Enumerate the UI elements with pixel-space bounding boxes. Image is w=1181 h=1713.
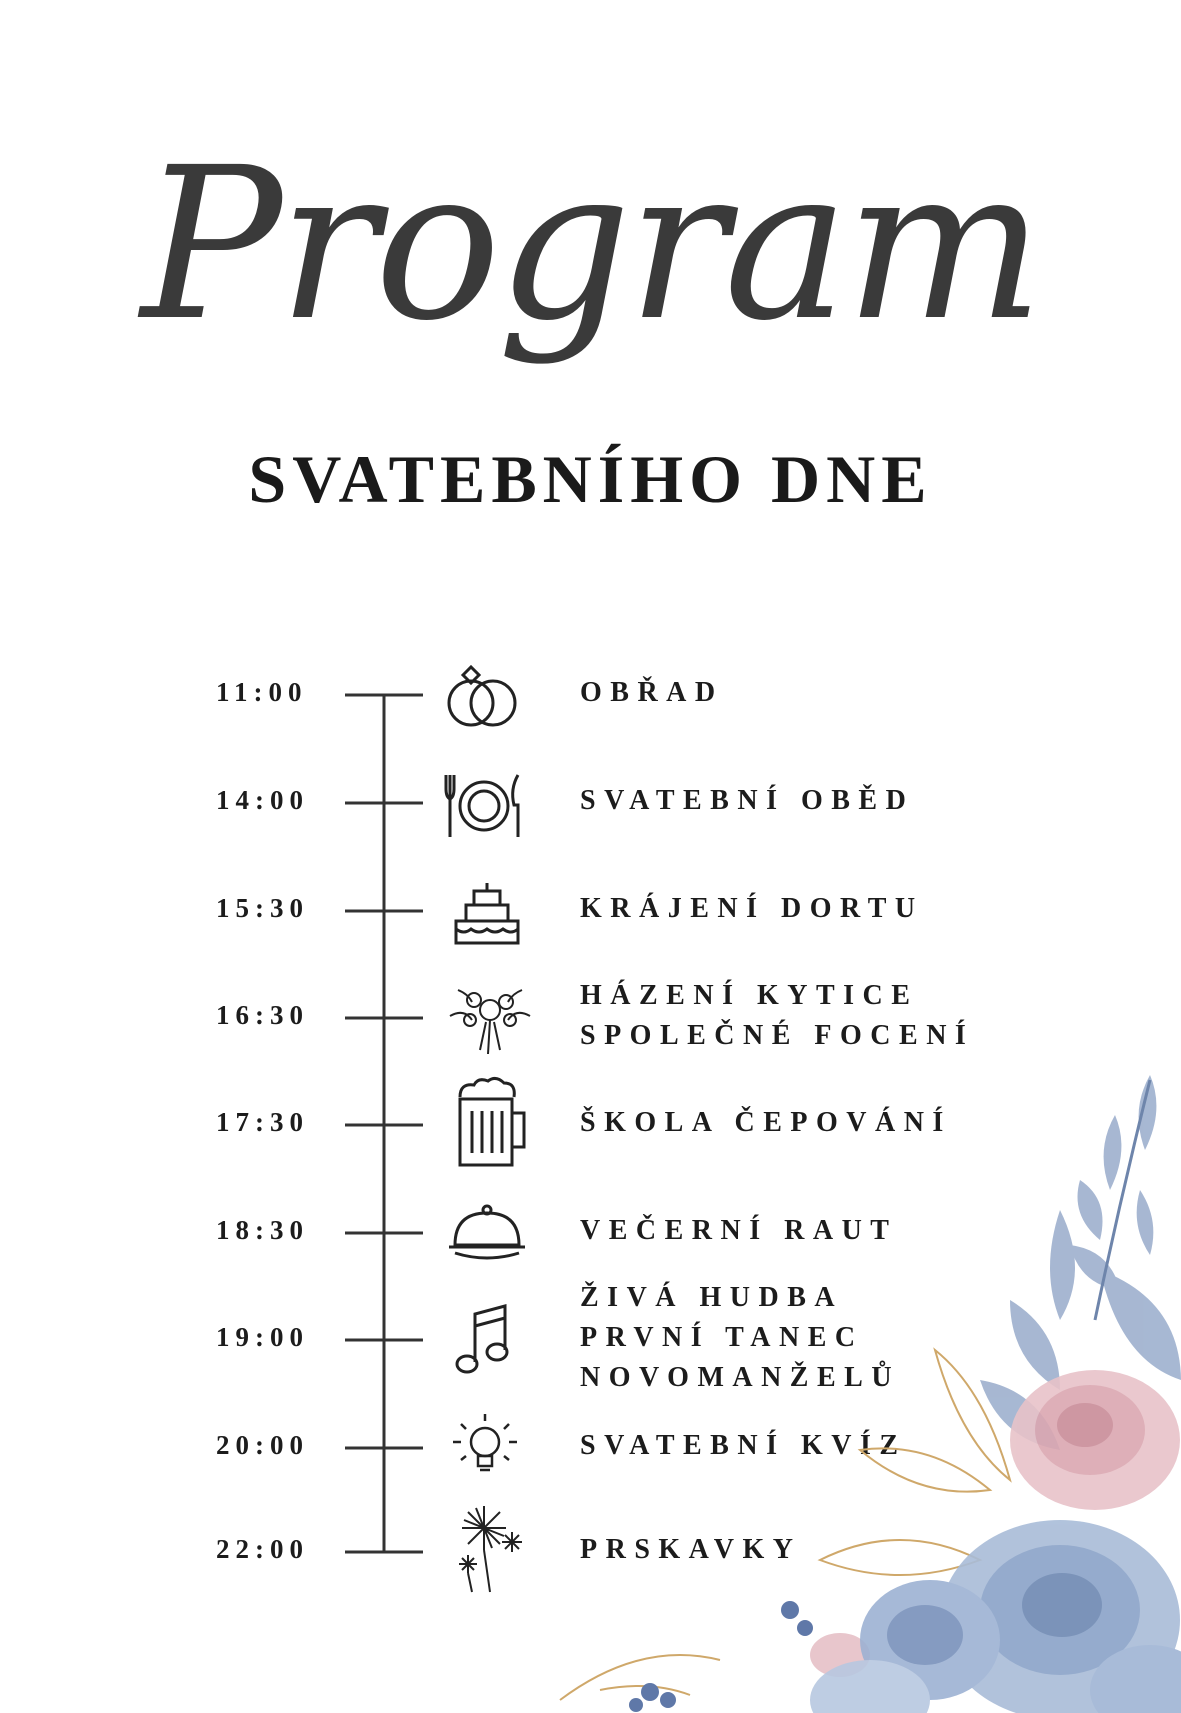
event-time: 16:30 [216, 1000, 309, 1030]
event-label-line: PRSKAVKY [580, 1534, 802, 1565]
event-label-line: KRÁJENÍ DORTU [580, 893, 924, 924]
event-time: 20:00 [216, 1430, 309, 1460]
event-label-line: NOVOMANŽELŮ [580, 1362, 901, 1393]
event-label-line: OBŘAD [580, 677, 724, 708]
event-label-line: SVATEBNÍ KVÍZ [580, 1430, 907, 1461]
event-time: 14:00 [216, 785, 309, 815]
event-label-line: HÁZENÍ KYTICE [580, 980, 919, 1011]
event-label-line: VEČERNÍ RAUT [580, 1215, 898, 1246]
page-subtitle: SVATEBNÍHO DNE [248, 441, 933, 517]
event-time: 19:00 [216, 1322, 309, 1352]
event-label-line: SVATEBNÍ OBĚD [580, 785, 915, 816]
event-time: 22:00 [216, 1534, 309, 1564]
blue-roses [810, 1520, 1181, 1713]
event-label-line: PRVNÍ TANEC [580, 1322, 864, 1353]
event-label-line: SPOLEČNÉ FOCENÍ [580, 1020, 975, 1051]
event-time: 18:30 [216, 1215, 309, 1245]
event-time: 11:00 [216, 677, 308, 707]
event-label-line: ŽIVÁ HUDBA [580, 1282, 844, 1313]
event-time: 15:30 [216, 893, 309, 923]
page-title: Program [140, 122, 1041, 367]
event-label-line: ŠKOLA ČEPOVÁNÍ [580, 1107, 952, 1138]
event-time: 17:30 [216, 1107, 309, 1137]
